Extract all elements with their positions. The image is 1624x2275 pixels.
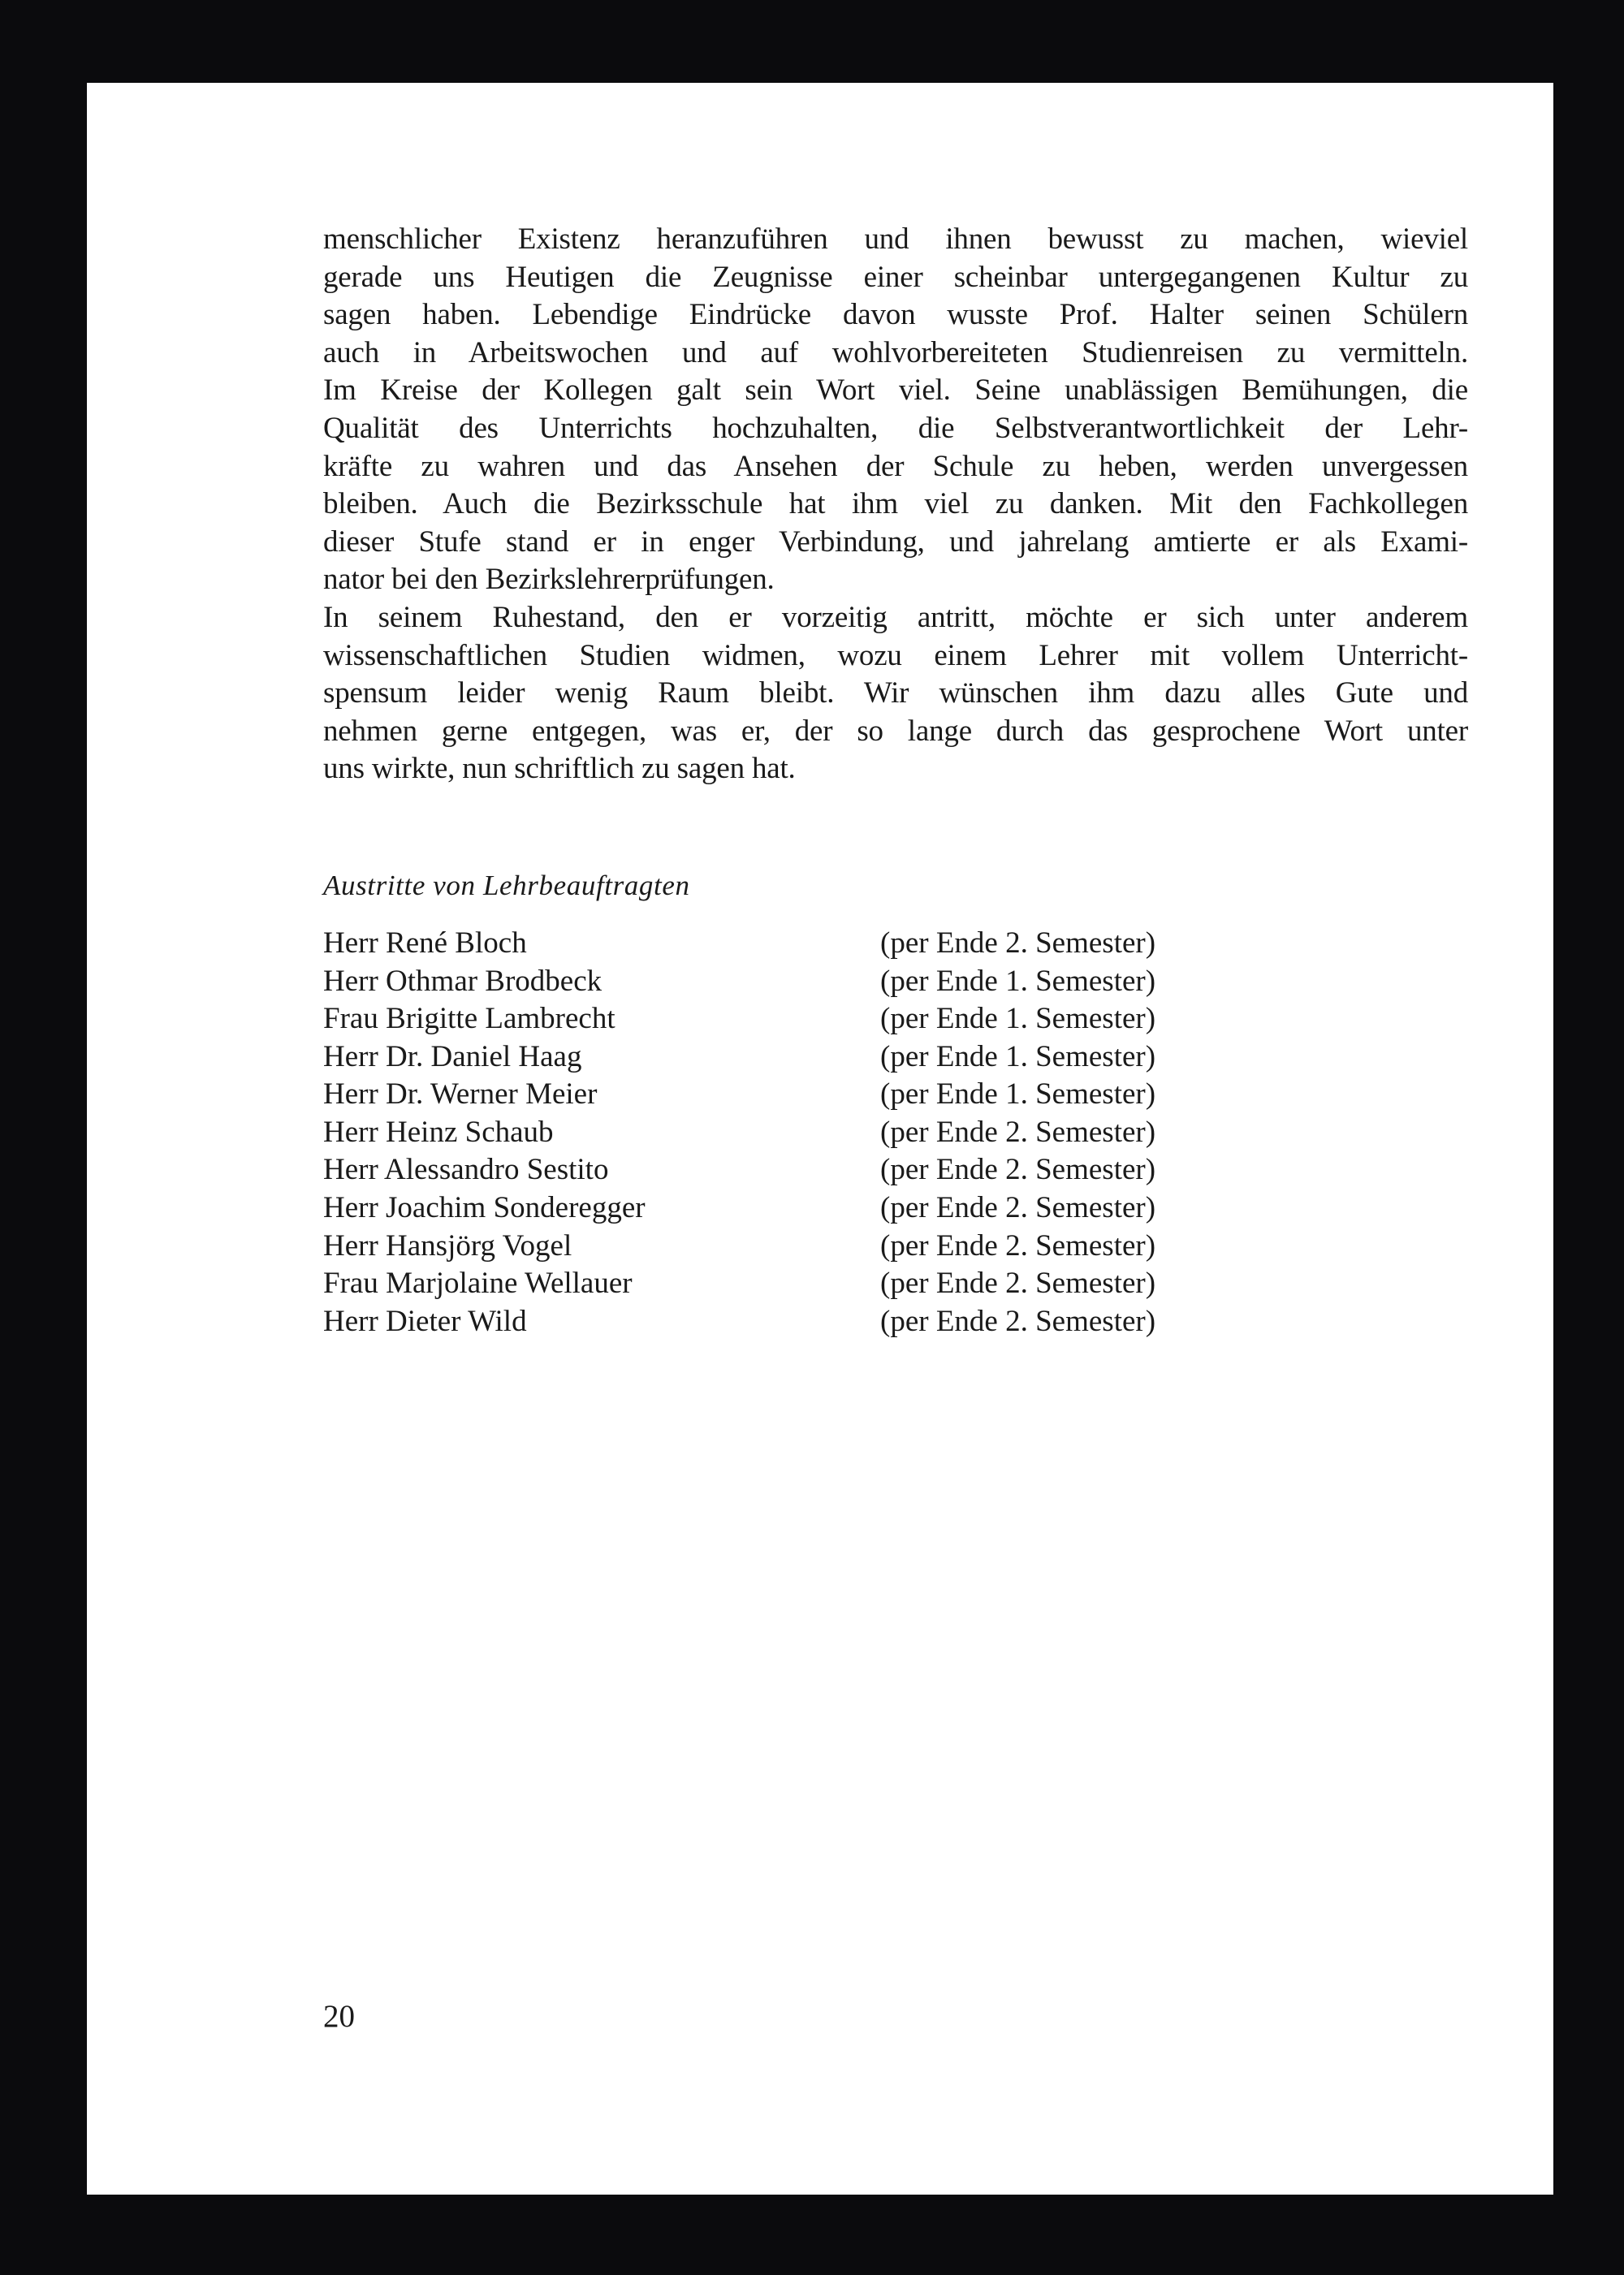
staff-name: Herr Hansjörg Vogel bbox=[323, 1228, 572, 1263]
departure-note: (per Ende 2. Semester) bbox=[880, 1115, 1156, 1149]
body-line: nehmen gerne entgegen, was er, der so lange durch das gesprochene Wort unter bbox=[323, 714, 1468, 748]
body-line: gerade uns Heutigen die Zeugnisse einer scheinbar untergegangenen Kultur zu bbox=[323, 260, 1468, 294]
staff-name: Herr Dieter Wild bbox=[323, 1304, 527, 1338]
body-line: auch in Arbeitswochen und auf wohlvorbereiteten Studienreisen zu vermitteln. bbox=[323, 335, 1468, 369]
staff-name: Herr René Bloch bbox=[323, 926, 527, 960]
body-line: dieser Stufe stand er in enger Verbindung, und jahrelang amtierte er als Exami- bbox=[323, 525, 1468, 559]
list-item bbox=[323, 1114, 1468, 1152]
list-item bbox=[323, 1151, 1468, 1189]
section-heading: Austritte von Lehrbeauftragten bbox=[323, 869, 690, 901]
staff-name: Frau Brigitte Lambrecht bbox=[323, 1002, 615, 1036]
list-item bbox=[323, 1038, 1468, 1077]
staff-name: Herr Joachim Sonderegger bbox=[323, 1191, 646, 1225]
departure-note: (per Ende 2. Semester) bbox=[880, 1267, 1156, 1301]
list-item bbox=[323, 1000, 1468, 1038]
staff-name: Herr Alessandro Sestito bbox=[323, 1153, 609, 1187]
body-paragraphs bbox=[323, 221, 1468, 788]
body-line: bleiben. Auch die Bezirksschule hat ihm viel zu danken. Mit den Fachkollegen bbox=[323, 487, 1468, 521]
staff-name: Herr Dr. Werner Meier bbox=[323, 1077, 598, 1112]
body-line: nator bei den Bezirkslehrerprüfungen. bbox=[323, 563, 775, 597]
staff-name: Herr Othmar Brodbeck bbox=[323, 964, 603, 998]
body-line: Qualität des Unterrichts hochzuhalten, die Selbstverantwortlichkeit der Lehr- bbox=[323, 411, 1468, 445]
document-page bbox=[87, 83, 1553, 2195]
staff-name: Herr Dr. Daniel Haag bbox=[323, 1039, 582, 1073]
body-line: spensum leider wenig Raum bleibt. Wir wünschen ihm dazu alles Gute und bbox=[323, 676, 1468, 710]
departures-list bbox=[323, 925, 1468, 1341]
list-item bbox=[323, 925, 1468, 963]
body-line: In seinem Ruhestand, den er vorzeitig antritt, möchte er sich unter anderem bbox=[323, 600, 1468, 634]
departure-note: (per Ende 2. Semester) bbox=[880, 926, 1156, 960]
staff-name: Herr Heinz Schaub bbox=[323, 1115, 554, 1149]
departure-note: (per Ende 2. Semester) bbox=[880, 1191, 1156, 1225]
departure-note: (per Ende 2. Semester) bbox=[880, 1304, 1156, 1338]
departure-note: (per Ende 1. Semester) bbox=[880, 964, 1156, 998]
body-line: kräfte zu wahren und das Ansehen der Schule zu heben, werden unvergessen bbox=[323, 449, 1468, 483]
departure-note: (per Ende 2. Semester) bbox=[880, 1153, 1156, 1187]
departure-note: (per Ende 1. Semester) bbox=[880, 1039, 1156, 1073]
departure-note: (per Ende 1. Semester) bbox=[880, 1077, 1156, 1112]
list-item bbox=[323, 1189, 1468, 1228]
body-line: menschlicher Existenz heranzuführen und ihnen bewusst zu machen, wieviel bbox=[323, 222, 1468, 256]
body-line: uns wirkte, nun schriftlich zu sagen hat. bbox=[323, 752, 796, 786]
list-item bbox=[323, 1303, 1468, 1341]
body-line: sagen haben. Lebendige Eindrücke davon wusste Prof. Halter seinen Schülern bbox=[323, 298, 1468, 332]
page-content bbox=[323, 221, 1468, 1340]
list-item bbox=[323, 1228, 1468, 1266]
list-item bbox=[323, 963, 1468, 1001]
page-number: 20 bbox=[323, 1999, 355, 2034]
body-line: Im Kreise der Kollegen galt sein Wort viel. Seine unablässigen Bemühungen, die bbox=[323, 373, 1468, 408]
staff-name: Frau Marjolaine Wellauer bbox=[323, 1267, 633, 1301]
list-item bbox=[323, 1076, 1468, 1114]
departure-note: (per Ende 2. Semester) bbox=[880, 1228, 1156, 1263]
departure-note: (per Ende 1. Semester) bbox=[880, 1002, 1156, 1036]
body-line: wissenschaftlichen Studien widmen, wozu einem Lehrer mit vollem Unterricht- bbox=[323, 638, 1468, 672]
list-item bbox=[323, 1265, 1468, 1303]
